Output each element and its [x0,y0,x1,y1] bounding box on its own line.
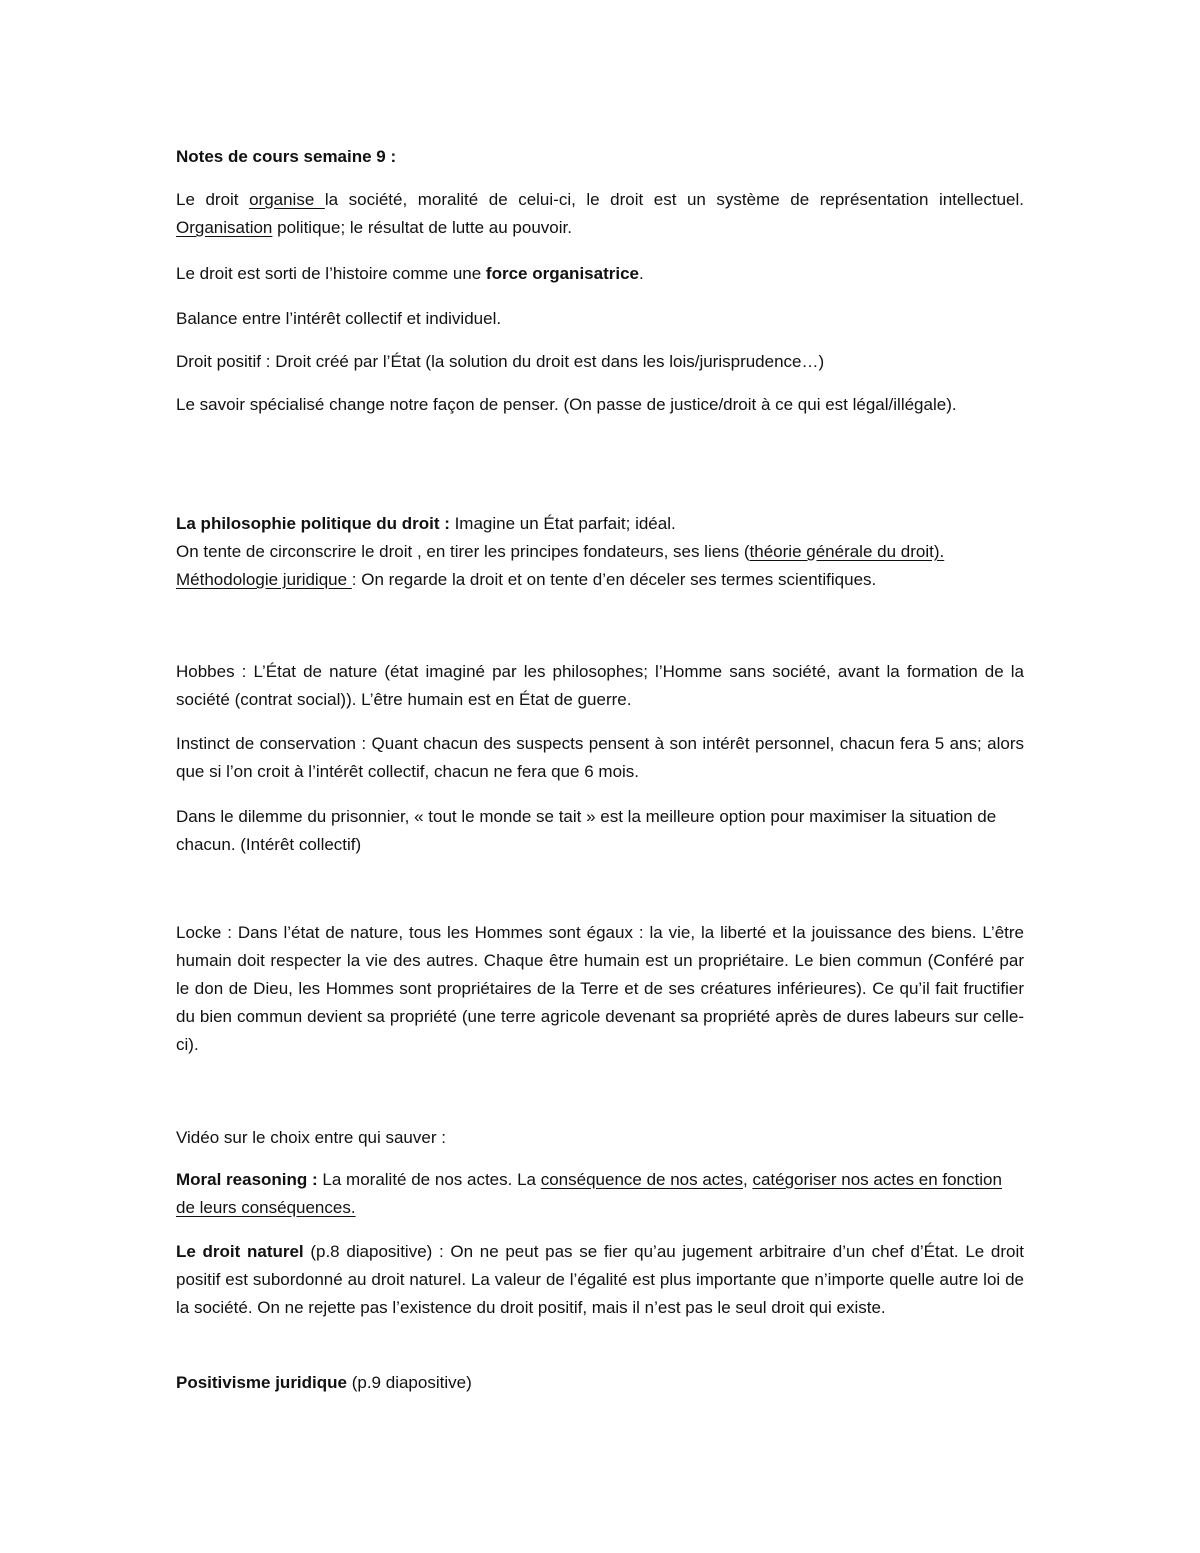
text-run: . [638,264,644,283]
paragraph-droit-naturel [176,1238,1024,1322]
text-run: (p.9 diapositive) [347,1373,472,1392]
paragraph-hobbes: Hobbes : L’État de nature (état imaginé par les philosophes; l’Homme sans société, avant la formation de la société (contrat social)). L’être humain est en État de guerre. [176,662,1024,709]
section-heading: Le droit naturel [176,1242,304,1261]
page-title: Notes de cours semaine 9 : [176,147,397,166]
text-run: , [742,1170,753,1189]
text-run: Le droit [176,190,250,209]
underlined-term-organise: organise [249,190,325,209]
paragraph-video: Vidéo sur le choix entre qui sauver : [176,1128,446,1147]
underlined-term-categoriser: catégoriser nos actes en fonction de leurs conséquences. [176,1170,1002,1217]
underlined-term-consequence: conséquence de nos actes [540,1170,743,1189]
underlined-term-theorie: théorie générale du droit). [749,542,945,561]
text-run: politique; le résultat de lutte au pouvoir. [272,218,572,237]
section-heading: La philosophie politique du droit : [176,514,450,533]
bold-term: force organisatrice [485,264,639,283]
paragraph-positivisme [176,1369,1024,1397]
section-heading: Moral reasoning : [176,1170,318,1189]
paragraph-instinct: Instinct de conservation : Quant chacun des suspects pensent à son intérêt personnel, chacun fera 5 ans; alors que si l’on croit à l’intérêt collectif, chacun ne fera que 6 mois. [176,734,1024,781]
paragraph-droit-organise [176,186,1024,242]
text-run: Le droit est sorti de l’histoire comme une [176,264,486,283]
text-run: On tente de circonscrire le droit , en tirer les principes fondateurs, ses liens ( [176,542,750,561]
text-run: la société, moralité de celui-ci, le droit est un système de représentation intellectuel. [324,190,1024,209]
underlined-term-methodologie: Méthodologie juridique [176,570,352,589]
paragraph-dilemme: Dans le dilemme du prisonnier, « tout le monde se tait » est la meilleure option pour maximiser la situation de chacun. (Intérêt collectif) [176,807,997,854]
text-run: Imagine un État parfait; idéal. [449,514,676,533]
paragraph-philosophie-politique [176,510,1024,594]
paragraph-moral-reasoning [176,1166,1024,1222]
paragraph-force-organisatrice [176,260,1024,288]
text-run: (p.8 diapositive) : On ne peut pas se fier qu’au jugement arbitraire d’un chef d’État. Le droit positif est subordonné au droit naturel. La valeur de l’égalité est plus importante que n’importe quelle autre loi de la société. On ne rejette pas l’existence du droit positif, mais il n’est pas le seul droit qui existe. [176,1242,1024,1317]
text-run: La moralité de nos actes. La [317,1170,541,1189]
paragraph-locke: Locke : Dans l’état de nature, tous les Hommes sont égaux : la vie, la liberté et la jouissance des biens. L’être humain doit respecter la vie des autres. Chaque être humain est un propriétaire. Le bien commun (Conféré par le don de Dieu, les Hommes sont propriétaires de la Terre et de ses créatures inférieures). Ce qu’il fait fructifier du bien commun devient sa propriété (une terre agricole devenant sa propriété après de dures labeurs sur celle-ci). [176,923,1024,1054]
paragraph-droit-positif: Droit positif : Droit créé par l’État (la solution du droit est dans les lois/jurisprudence…) [176,352,825,371]
paragraph-balance: Balance entre l’intérêt collectif et individuel. [176,309,502,328]
text-run: : On regarde la droit et on tente d’en déceler ses termes scientifiques. [351,570,877,589]
section-heading: Positivisme juridique [176,1373,347,1392]
underlined-term-organisation: Organisation [176,218,273,237]
paragraph-savoir-specialise: Le savoir spécialisé change notre façon de penser. (On passe de justice/droit à ce qui est légal/illégale). [176,395,957,414]
